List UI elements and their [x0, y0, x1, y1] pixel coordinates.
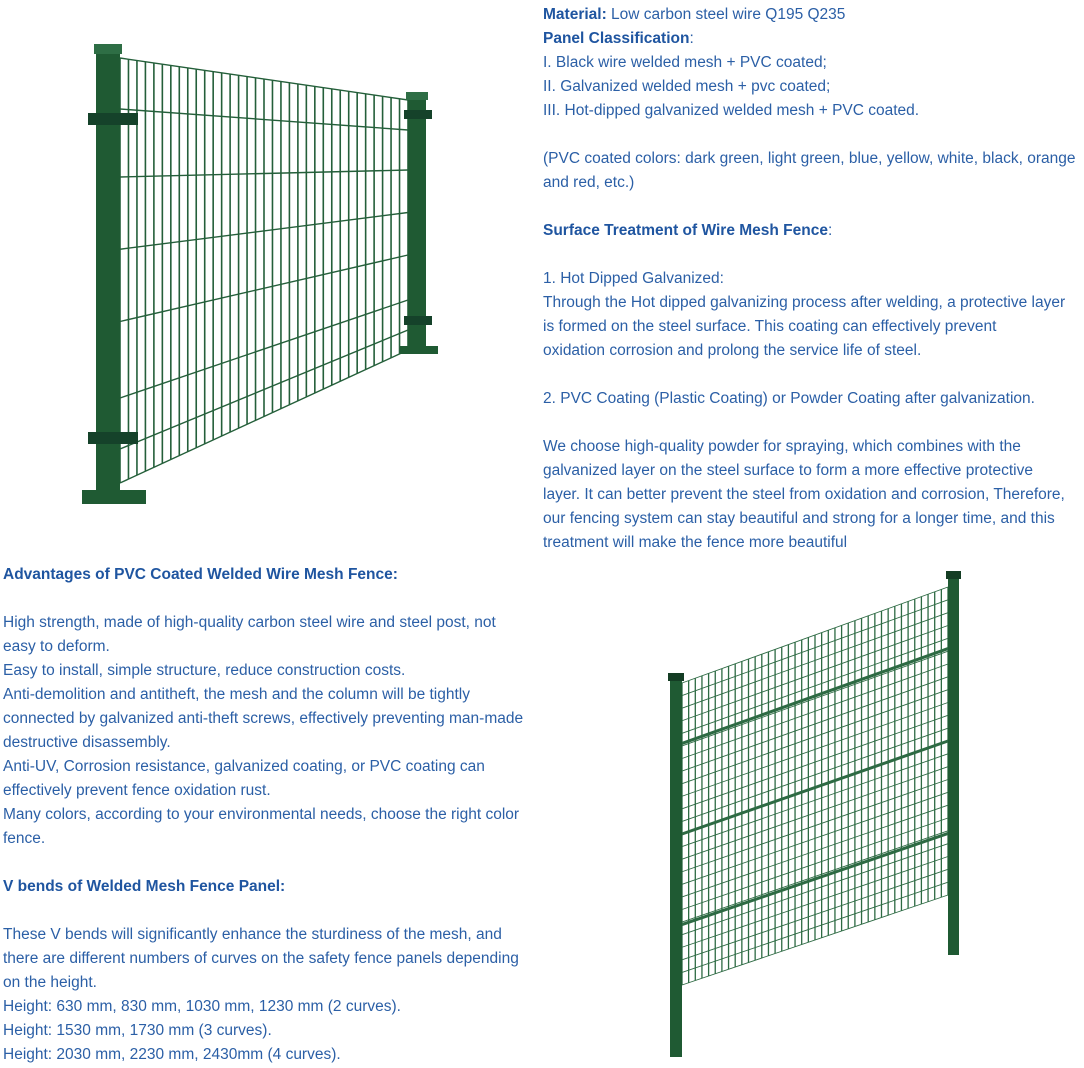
material-line	[543, 3, 1083, 27]
fence-mesh	[682, 587, 948, 985]
powder-text: treatment will make the fence more beautiful	[543, 534, 848, 551]
hot-dipped-text: Through the Hot dipped galvanizing process after welding, a protective layer	[543, 294, 1066, 311]
advantages-text: Easy to install, simple structure, reduce construction costs.	[3, 662, 406, 679]
surface-treatment-heading	[543, 219, 1083, 243]
advantages-text: destructive disassembly.	[3, 734, 171, 751]
advantages-heading: Advantages of PVC Coated Welded Wire Mesh Fence:	[3, 566, 398, 583]
panel-item: III. Hot-dipped galvanized welded mesh + PVC coated.	[543, 102, 920, 119]
advantages-text: High strength, made of high-quality carbon steel wire and steel post, not	[3, 614, 496, 631]
panel-item: I. Black wire welded mesh + PVC coated;	[543, 54, 827, 71]
surface-treatment-colon: :	[827, 222, 833, 239]
vbends-text: Height: 2030 mm, 2230 mm, 2430mm (4 curves).	[3, 1046, 341, 1063]
advantages-text: Anti-UV, Corrosion resistance, galvanized coating, or PVC coating can	[3, 758, 485, 775]
hot-dipped-text: is formed on the steel surface. This coating can effectively prevent	[543, 318, 997, 335]
vbends-text: on the height.	[3, 974, 97, 991]
advantages-text: fence.	[3, 830, 46, 847]
advantages-block	[3, 563, 543, 1067]
vbends-text: Height: 1530 mm, 1730 mm (3 curves).	[3, 1022, 272, 1039]
material-value: Low carbon steel wire Q195 Q235	[606, 6, 846, 23]
panel-classification-line	[543, 27, 1083, 51]
hot-dipped-text: oxidation corrosion and prolong the service life of steel.	[543, 342, 922, 359]
advantages-text: easy to deform.	[3, 638, 110, 655]
vbends-text: there are different numbers of curves on the safety fence panels depending	[3, 950, 519, 967]
advantages-text: Anti-demolition and antitheft, the mesh and the column will be tightly	[3, 686, 470, 703]
pvc-colors-line: and red, etc.)	[543, 174, 635, 191]
powder-text: layer. It can better prevent the steel from oxidation and corrosion, Therefore,	[543, 486, 1065, 503]
vbends-heading: V bends of Welded Mesh Fence Panel:	[3, 878, 286, 895]
vbends-text: Height: 630 mm, 830 mm, 1030 mm, 1230 mm (2 curves).	[3, 998, 401, 1015]
powder-text: galvanized layer on the steel surface to form a more effective protective	[543, 462, 1033, 479]
advantages-text: connected by galvanized anti-theft screws, effectively preventing man-made	[3, 710, 524, 727]
advantages-text: effectively prevent fence oxidation rust.	[3, 782, 271, 799]
advantages-text: Many colors, according to your environmental needs, choose the right color	[3, 806, 520, 823]
hot-dipped-title: 1. Hot Dipped Galvanized:	[543, 270, 724, 287]
vbends-text: These V bends will significantly enhance the sturdiness of the mesh, and	[3, 926, 502, 943]
fence-panel-image-3d	[78, 38, 440, 512]
surface-treatment-label: Surface Treatment of Wire Mesh Fence	[543, 222, 828, 239]
powder-text: We choose high-quality powder for spraying, which combines with the	[543, 438, 1021, 455]
panel-item: II. Galvanized welded mesh + pvc coated;	[543, 78, 831, 95]
pvc-coating-line: 2. PVC Coating (Plastic Coating) or Powder Coating after galvanization.	[543, 390, 1035, 407]
fence-mesh	[120, 58, 408, 483]
powder-text: our fencing system can stay beautiful and strong for a longer time, and this	[543, 510, 1055, 527]
material-label: Material:	[543, 6, 607, 23]
pvc-colors-line: (PVC coated colors: dark green, light green, blue, yellow, white, black, orange	[543, 150, 1076, 167]
panel-classification-colon: :	[689, 30, 694, 47]
specification-block	[543, 3, 1083, 555]
fence-posts	[82, 44, 438, 504]
panel-classification-label: Panel Classification	[543, 30, 690, 47]
fence-panel-image-front	[648, 565, 978, 1065]
